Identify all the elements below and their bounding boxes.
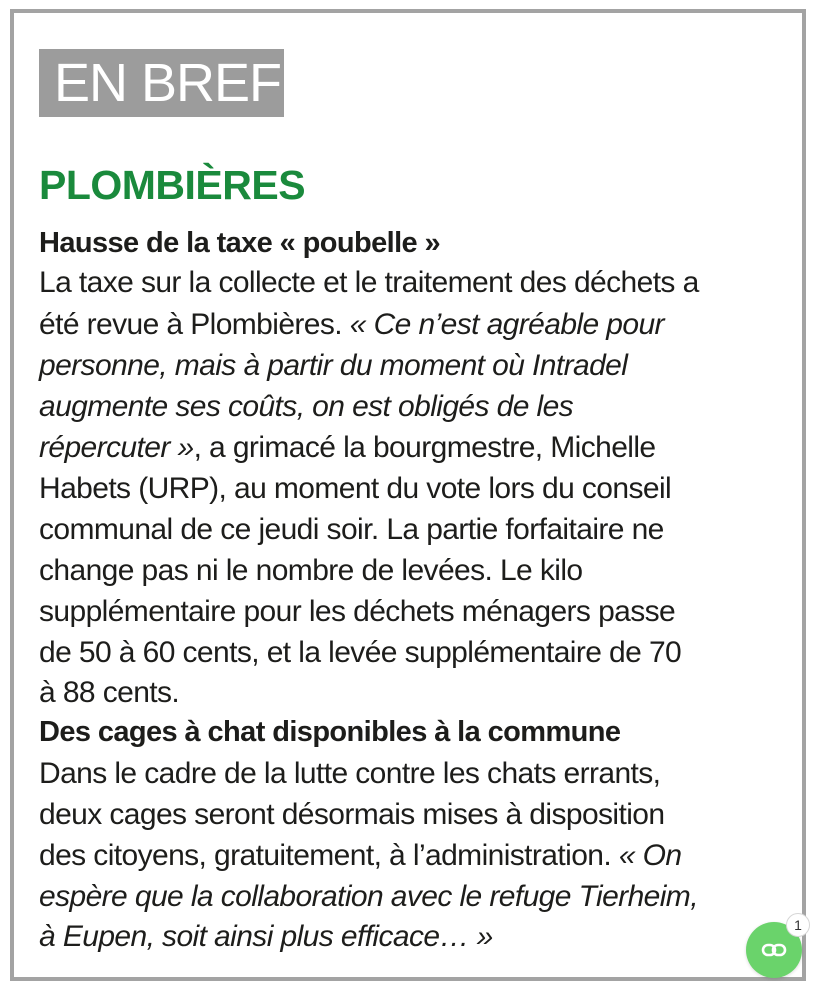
body-line: [39, 673, 179, 713]
section-tag: EN BREF: [39, 49, 284, 117]
body-text: Habets (URP), au moment du vote lors du conseil: [39, 472, 672, 505]
body-line: [39, 510, 664, 550]
quote-text: espère que la collaboration avec le refuge Tierheim,: [39, 880, 698, 913]
body-line: [39, 551, 583, 591]
body-line: [39, 469, 671, 509]
body-text: deux cages seront désormais mises à disposition: [39, 798, 665, 831]
link-icon: [761, 937, 787, 963]
body-text: été revue à Plombières.: [39, 308, 350, 341]
body-text: change pas ni le nombre de levées. Le kilo: [39, 554, 583, 587]
body-line: [39, 263, 699, 303]
body-line: [39, 633, 681, 673]
body-line: [39, 428, 656, 468]
quote-text: augmente ses coûts, on est obligés de les: [39, 390, 574, 423]
share-count-badge: 1: [786, 913, 810, 937]
body-line: [39, 836, 681, 876]
body-line: [39, 592, 675, 632]
body-line: [39, 877, 698, 917]
body-text: communal de ce jeudi soir. La partie forfaitaire ne: [39, 513, 664, 546]
body-text: de 50 à 60 cents, et la levée supplémentaire de 70: [39, 636, 682, 669]
town-heading: PLOMBIÈRES: [39, 162, 306, 208]
quote-text: à Eupen, soit ainsi plus efficace… »: [39, 920, 493, 953]
quote-text: « Ce n’est agréable pour: [349, 308, 664, 341]
article-2-headline: Des cages à chat disponibles à la commune: [39, 716, 621, 748]
body-text: La taxe sur la collecte et le traitement des déchets a: [39, 266, 699, 299]
body-line: [39, 754, 660, 794]
quote-text: personne, mais à partir du moment où Intradel: [39, 349, 628, 382]
body-line: [39, 917, 493, 957]
quote-text: « On: [618, 839, 682, 872]
body-text: à 88 cents.: [39, 676, 180, 709]
quote-text: répercuter »: [39, 431, 194, 464]
body-text: , a grimacé la bourgmestre, Michelle: [193, 431, 656, 464]
body-text: supplémentaire pour les déchets ménagers passe: [39, 595, 676, 628]
body-line: [39, 387, 573, 427]
body-line: [39, 346, 627, 386]
body-line: [39, 305, 664, 345]
body-text: Dans le cadre de la lutte contre les chats errants,: [39, 757, 661, 790]
article-1-headline: Hausse de la taxe « poubelle »: [39, 227, 441, 259]
body-line: [39, 795, 664, 835]
body-text: des citoyens, gratuitement, à l’administration.: [39, 839, 619, 872]
